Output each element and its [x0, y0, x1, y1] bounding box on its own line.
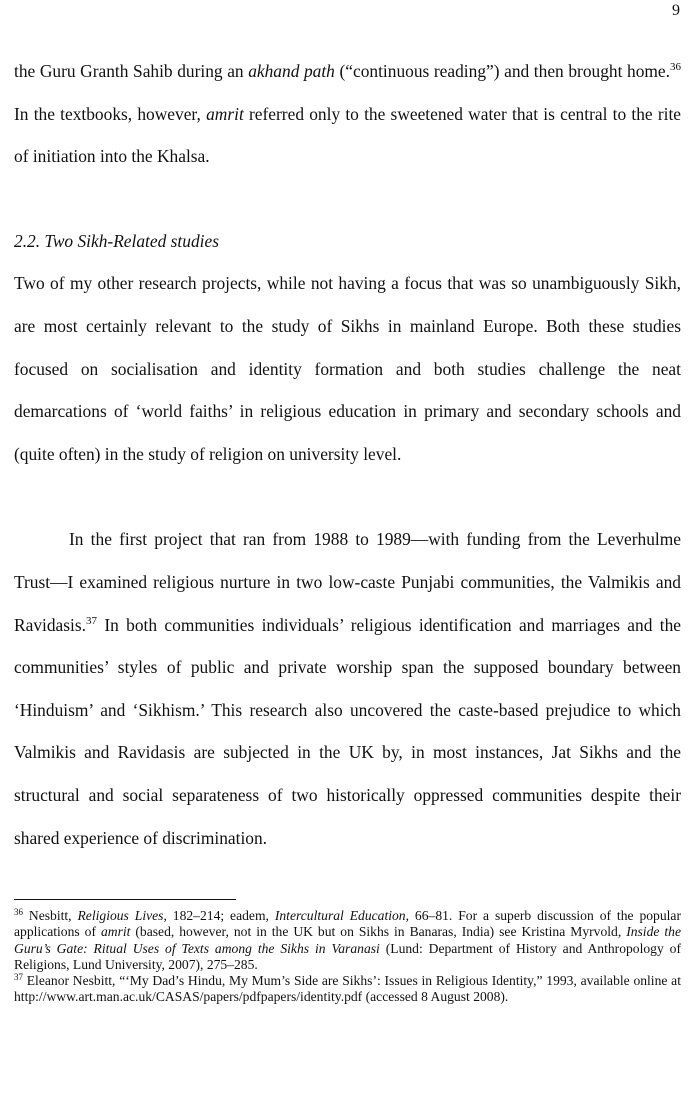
- paragraph-3: In the first project that ran from 1988 to 1989—with funding from the Leverhulme Trust—I examined religious nurture in two low-caste Punjabi communities, the Valmikis and Ravidasis.$^{37}$ In both communities individuals’ religious identification and marriages and the communities’ styles of public and private worship span the supposed boundary between ‘Hinduism’ and ‘Sikhism.’ This research also uncovered the caste-based prejudice to which Valmikis and Ravidasis are subjected in the UK by, in most instances, Jat Sikhs and the structural and social separateness of two historically oppressed communities despite their shared experience of discrimination.: [14, 529, 681, 848]
- page-number: 9: [672, 2, 680, 19]
- page-content: [14, 50, 681, 1005]
- term-akhand-path: akhand path: [248, 61, 335, 81]
- footnotes: [14, 908, 681, 1005]
- footnote-37: $^{37}$ Eleanor Nesbitt, “‘My Dad’s Hindu, My Mum’s Side are Sikhs’: Issues in Religious Identity,” 1993, available online at http://www.art.man.ac.uk/CASAS/papers/pdfpapers/identity.pdf (accessed 8 August 2008).: [14, 971, 681, 1005]
- footnote-ref-36[interactable]: 36: [670, 61, 681, 73]
- section-heading: 2.2. Two Sikh-Related studies: [14, 230, 219, 251]
- footnote-ref-37[interactable]: 37: [85, 614, 97, 627]
- term-amrit: amrit: [206, 103, 244, 124]
- footnote-36: $^{36}$ Nesbitt, Religious Lives, 182–214; eadem, Intercultural Education, 66–81. For a superb discussion of the popular applications of amrit (based, however, not in the UK but on Sikhs in Banaras, India) see Kristina Myrvold, Inside the Guru’s Gate: Ritual Uses of Texts among the Sikhs in Varanasi (Lund: Department of History and Anthropology of Religions, Lund University, 2007), 275–285.: [14, 907, 681, 972]
- paragraph-1: the Guru Granth Sahib during an akhand path (“continuous reading”) and then brought home.$^{36}$ In the textbooks, however, amrit referred only to the sweetened water that is central to the rite of initiation into the Khalsa.: [14, 61, 682, 167]
- footnote-divider: [14, 899, 236, 900]
- paragraph-2: Two of my other research projects, while not having a focus that was so unambiguously Sikh, are most certainly relevant to the study of Sikhs in mainland Europe. Both these studies focused on socialisation and identity formation and both studies challenge the neat demarcations of ‘world faiths’ in religious education in primary and secondary schools and (quite often) in the study of religion on university level.: [14, 273, 681, 464]
